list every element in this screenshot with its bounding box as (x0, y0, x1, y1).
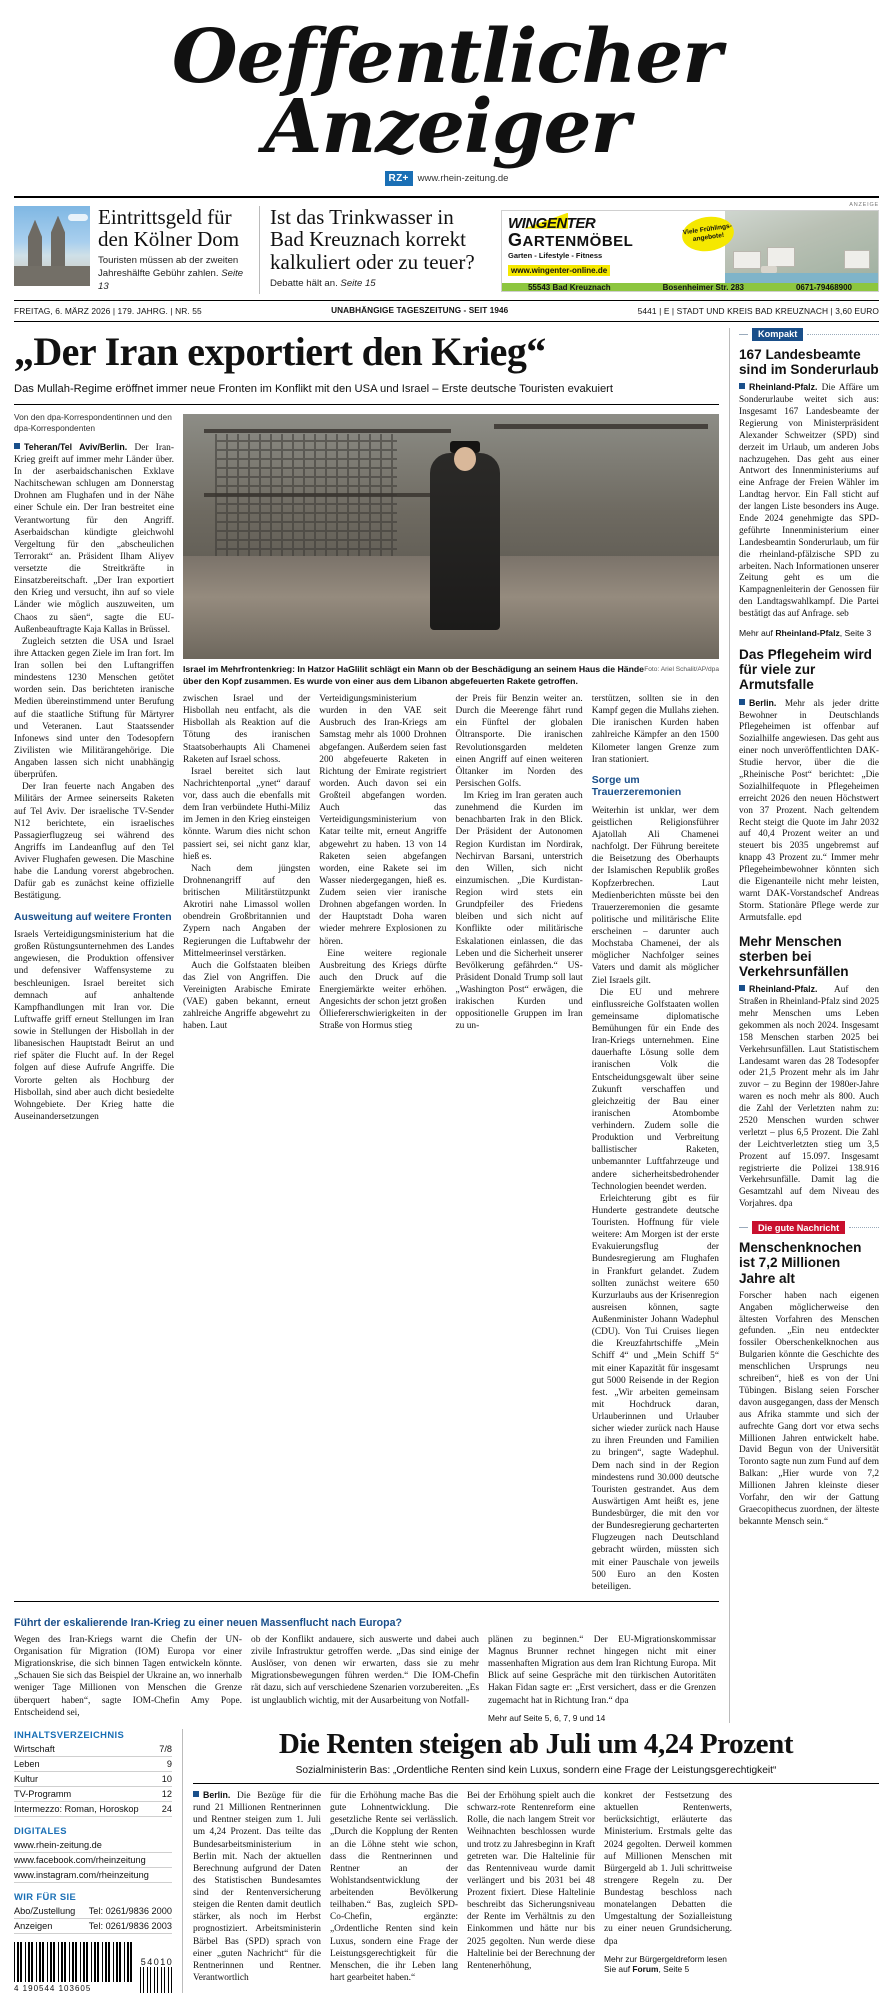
lead-paragraph: Weiterhin ist unklar, wer dem geistlichen Religionsführer Ajatollah Ali Chamenei nachfolgt. Der Führung bereitete die Beisetzung des Oberhaupts der Islamischen Republik großes Kopfzerbrechen. Laut Medienberichten müsste bei den Trauerzeremonien die gesamte politische und militärische Elite erscheinen – darunter auch Mochstaba Chamenei, der als möglicher Nachfolger seines Vaters und damit als möglicher Ziel Israels gilt. (591, 805, 719, 986)
rail-body-text: Auf den Straßen in Rheinland-Pfalz sind 2025 mehr Menschen ums Leben gekommen als noch 2024. Insgesamt 158 Menschen starben 2025 bei Verkehrsunfällen. Laut Statistischem Landesamt waren das 28 Todesopfer oder 21,5 Prozent mehr als im Jahr zuvor – zu Beginn der 1980er-Jahre waren es noch mehr als 800. Auch die Zahl der Verletzten nahm zu: 2520 Menschen wurden schwer verletzt – plus 6,5 Prozent. Die Zahl der Leichtverletzten stieg um 3,5 Prozent auf 15.097. Insgesamt registrierte die Polizei 138.916 Verkehrsunfälle. Damit lag die Gesamtzahl auf dem Niveau des Vorjahres. dpa (739, 985, 879, 1210)
barcode-side-image (140, 1967, 174, 1993)
dateline-square-icon (739, 383, 745, 389)
lead-paragraph: der Preis für Benzin weiter an. Durch die Meerenge fährt rund ein Fünftel der globalen Öltransporte. Die iranischen Revolutionsgarden meldeten einen Angriff auf einen weiteren Öltanker im Norden des Persischen Golfs. (455, 694, 583, 789)
ad-contact-bar (502, 283, 878, 291)
rail-place: Rheinland-Pfalz. (749, 382, 818, 393)
rail-item-verkehrsunfaelle[interactable] (739, 934, 879, 1212)
main-content (14, 322, 879, 1723)
rail-item-pflegeheim[interactable] (739, 647, 879, 925)
teaser-headline: Eintrittsgeld für den Kölner Dom (98, 204, 240, 252)
dateline-left: FREITAG, 6. MÄRZ 2026 | 179. JAHRG. | NR. 55 (14, 305, 202, 316)
index-box (14, 1729, 182, 1993)
rail-headline: 167 Landesbeamte sind im Sonderurlaub (739, 346, 879, 377)
ad-brand-initial: G (508, 229, 523, 250)
pension-paragraph: Bei der Erhöhung spielt auch die schwarz-rote Rentenreform eine Rolle, die nach langem Streit vor Weihnachten beschlossen wurde und trotz zu Jahresbeginn in Kraft getreten war. Die Haltelinie für das Rentenniveau wurde damit verlängert und bis 2031 bei 48 Prozent fixiert. Diese Haltelinie beschreibt das Sicherungsniveau der Rente im Verhältnis zu den Einkommen und hätte nur bis 2025 gegolten. Nun werde diese Haltelinie bei der Berechnung der Rentenerhöhung, (467, 1791, 595, 1971)
rail-more-link[interactable] (739, 628, 879, 638)
dateline-square-icon (14, 443, 20, 449)
masthead (14, 0, 879, 186)
index-rows (14, 1742, 172, 1817)
advertisement-slot[interactable] (493, 201, 879, 294)
ad-tagline: Garten - Lifestyle - Fitness (508, 251, 603, 261)
rail-body-text: Die Affäre um Sonderurlaube weitet sich aus: Insgesamt 167 Landesbeamte der Regierung von Ministerpräsident Alexander Schweitzer (SPD) sind derzeit im Urlaub, um anderen Jobs nachzugehen. Das geht aus einer Antwort des Innenministeriums auf eine Anfrage der Freien Wähler im Landtag hervor. Ein Fall sticht auf der langen Liste besonders ins Auge. Ende 2024 genehmigte das SPD-geführte Innenministerium einer Landesbeamtin Sonderurlaub, um für die rheinland-pfälzische SPD zu arbeiten. Nach Informationen unserer Zeitung geht es um die Kampagnenleiterin der Genossen für den Landtagswahlkampf. Die Partei bestätigt das auf Anfrage. seb (739, 383, 879, 620)
section-subheading: Ausweitung auf weitere Fronten (14, 911, 172, 923)
lead-paragraph: Zugleich setzten die USA und Israel ihre Attacken gegen Ziele im Iran fort. Im Iran sollen bei den Luftangriffen mindestens 1230 Menschen getötet worden sein. Das berichteten iranische Medien übereinstimmend unter Berufung auf die staatliche Stiftung für Märtyrer und Veteranen. Laut Staatssender Infonews sind unter den Todesopfern Zivilisten wie Militärangehörige. Die Angaben lassen sich nicht unabhängig überprüfen. (14, 636, 174, 781)
pension-divider (193, 1783, 879, 1784)
rail-headline: Das Pflegeheim wird für viele zur Armutsfalle (739, 647, 872, 693)
index-row[interactable] (14, 1742, 172, 1757)
pension-story (182, 1729, 879, 1993)
pension-column-3 (467, 1790, 595, 1984)
photo-caption (183, 664, 719, 687)
index-row[interactable] (14, 1772, 172, 1787)
index-row[interactable] (14, 1787, 172, 1802)
rail-item-sonderurlaub[interactable] (739, 347, 879, 638)
rail-headline: Mehr Menschen sterben bei Verkehrsunfällen (739, 933, 849, 980)
ad-product-photo (725, 211, 878, 284)
ad-label: ANZEIGE (849, 201, 879, 208)
lead-subcolumns (183, 693, 719, 1593)
ad-offer-bubble: Viele Frühlings-angebote! (680, 213, 736, 254)
cologne-cathedral-image (14, 206, 90, 286)
page-title: „Der Iran exportiert den Krieg“ (14, 328, 546, 374)
lead-divider (14, 404, 719, 405)
pension-more-section: Forum (632, 1963, 659, 1974)
ad-city: 55543 Bad Kreuznach (527, 283, 611, 292)
masthead-url[interactable]: www.rhein-zeitung.de (417, 172, 509, 184)
index-label: Wirtschaft (14, 1743, 55, 1754)
rail-more-prefix: Mehr auf (739, 628, 776, 638)
section-subheading: Sorge um Trauerzeremonien (591, 774, 682, 799)
index-label: Leben (14, 1758, 40, 1769)
index-label: TV-Programm (14, 1788, 72, 1799)
cross-column-2 (251, 1634, 479, 1723)
lead-paragraph: Der Iran feuerte nach Angaben des Militärs der Armee seinerseits Raketen auf Tel Aviv. Der israelische TV-Sender N12 berichtete, ein israelisches Passagierflugzeug sei während des Angriffs im Landeanflug auf den Tel Aviver Flughafen gewesen. Die Maschine habe die Landung vorerst abgebrochen. Dafür gab es zunächst keine offizielle Bestätigung. (14, 782, 174, 902)
teaser-subline-text: Debatte hält an. (270, 277, 338, 289)
lead-column-2 (183, 693, 310, 1593)
teaser-subline (98, 255, 249, 294)
pension-columns (193, 1790, 879, 1984)
lead-paragraph: Eine weitere regionale Ausbreitung des Kriegs dürfte auch den Druck auf die Energiemärkte weiter erhöhen. Angesichts der schon jetzt großen Ölliefererschwierigkeiten in der Straße von Hormus stieg (319, 948, 447, 1032)
rail-item-menschenknochen[interactable] (739, 1240, 879, 1528)
cross-paragraph: Wegen des Iran-Kriegs warnt die Chefin der UN-Organisation für Migration (IOM) Europa vor einer Migrationskrise, die sich binnen Tagen entwickeln könnte. „Schauen Sie sich das Beispiel der Ukraine an, wo innerhalb weniger Tage Millionen von Menschen die Grenze überquert haben“, sagte IOM-Chefin Amy Pope. Entscheidend sei, (14, 1634, 242, 1718)
index-label: Kultur (14, 1773, 39, 1784)
service-value: Tel: 0261/9836 2000 (88, 1905, 172, 1916)
digital-link[interactable]: www.instagram.com/rheinzeitung (14, 1868, 172, 1883)
pension-more-suffix: , Seite 5 (658, 1963, 690, 1974)
teaser-cologne-cathedral[interactable] (14, 206, 259, 294)
dateline-slogan: UNABHÄNGIGE TAGESZEITUNG - SEIT 1946 (331, 306, 509, 316)
service-row[interactable] (14, 1904, 172, 1919)
ad-brand-name: WINGENTER (508, 214, 596, 232)
cross-column-3 (488, 1634, 716, 1723)
service-row[interactable] (14, 1919, 172, 1934)
cross-story-headline: Führt der eskalierende Iran-Krieg zu einer neuen Massenflucht nach Europa? (14, 1616, 402, 1629)
cross-story (14, 1601, 719, 1723)
lead-column-1 (14, 412, 174, 1593)
pension-headline: Die Renten steigen ab Juli um 4,24 Prozent (278, 1727, 794, 1760)
ad-street: Bosenheimer Str. 283 (662, 283, 744, 292)
rail-body-text: Mehr als jeder dritte Bewohner in Deutschlands Pflegeheimen ist offenbar auf Sozialhilfe angewiesen. Das geht aus einer noch unveröffentlichten DAK-Studie hervor, über die die „Rheinische Post“ berichtet: „Die Sozialhilfequote in Pflegeheimen erreicht 2026 den neuen Höchstwert von 37 Prozent. Nach geltendem Recht steigt die Quote im Jahr 2032 auf 40,4 Prozent weiter an und steuert bis 2035 ungebremst auf knapp 43 Prozent zu.“ Immer mehr Pflegeheimbewohner könnten sich die Eigenanteile nicht mehr leisten, warnt DAK-Vorstandschef Andreas Storm. Stationäre Pflege werde zur Armutsfalle. epd (739, 698, 880, 923)
index-page: 24 (161, 1803, 172, 1814)
teaser-headline: Ist das Trinkwasser in Bad Kreuznach korrekt kalkuliert oder zu teuer? (270, 204, 475, 274)
bottom-section (14, 1723, 879, 1993)
index-page: 9 (166, 1758, 172, 1769)
service-label: Abo/Zustellung (14, 1905, 76, 1916)
masthead-subline (14, 171, 879, 186)
cross-story-columns (14, 1634, 719, 1723)
pension-column-4 (604, 1790, 732, 1984)
index-row[interactable] (14, 1802, 172, 1817)
rail-body (739, 382, 879, 621)
lead-paragraph: Erleichterung gibt es für Hunderte gestrandete deutsche Touristen. Hoffnung für viele weitere: Am Morgen ist der erste Evakuierungsflug der Bundesregierung am Flughafen in Frankfurt gelandet. Zudem sollten zunächst weitere 650 Kurzurlaubs aus der Krisenregion ausreisen können, sagte Außenminister Johann Wadephul (CDU). Von Tui Cruises liegen die Kreuzfahrtschiffe „Mein Schiff 4“ und „Mein Schiff 5“ mit einer Kapazität für insgesamt gut 5000 Reisende in der Region fest. „Wir arbeiten gemeinsam mit Hochdruck daran, Urlauberinnen und Urlauber sicher wieder zurück nach Hause zu ihren Freunden und Familien zu bringen“, sagte Wadephul. Dem nach sind in der Region mindestens rund 30.000 deutsche Touristen gestrandet. Aus dem Auswärtigen Amt heißt es, jene Bundesbürger, die mit den vor der Bundesregierung gecharterten Flugzeugen nach Deutschland gebracht würden, müssten sich mit einer Pauschale von jeweils 500 Euro an den Kosten beteiligen. (591, 1193, 719, 1592)
lead-paragraph: Die EU und mehrere einflussreiche Golfstaaten wollen gemeinsame diplomatische Bemühungen für ein Ende des Iran-Kriegs unternehmen. Eine dauerhafte Lösung solle dem iranischen Volk die Entscheidungsgewalt über seine Zukunft verschaffen und gleichzeitig der Bau einer iranischen Atombombe verhindern. Zudem solle die Produktion und Verbreitung ballistischer Raketen, unbemannter Luftfahrzeuge und andere sicherheitsbedrohender Technologien beendet werden. (591, 987, 719, 1192)
story-place: Teheran/Tel Aviv/Berlin. (24, 441, 128, 452)
pension-column-2 (330, 1790, 458, 1984)
dateline-square-icon (193, 1791, 199, 1797)
barcode-area (14, 1942, 172, 1993)
dateline-square-icon (739, 699, 745, 705)
cross-paragraph: ob der Konflikt andauere, sich auswerte und dabei auch zivile Infrastruktur getroffen werde. „Das sind einige der Auslöser, von denen wir erwarten, dass sie zu mehr Migrationsbewegungen führen werden.“ Die IOM-Chefin rät dazu, sich auf verschiedene Szenarien vorzubereiten. „Es ist unglaublich wichtig, mit der Ausarbeitung von Notfall- (251, 1634, 479, 1706)
service-label: Anzeigen (14, 1920, 53, 1931)
ad-phone[interactable]: 0671-79468900 (795, 283, 853, 292)
lead-paragraph: Nach dem jüngsten Drohnenangriff auf den britischen Militärstützpunkt Akrotiri nahe Limassol wollen obendrein Großbritannien und Zypern nach Angaben der Regierungen die Luftabwehr der Mittelmeerinsel verstärken. (183, 863, 311, 959)
ad-body (502, 211, 878, 284)
rail-place: Berlin. (749, 697, 777, 708)
lead-column-4 (456, 693, 583, 1593)
lead-subheadline: Das Mullah-Regime eröffnet immer neue Fronten im Konflikt mit den USA und Israel – Erste deutsche Touristen evakuiert (14, 382, 614, 395)
lead-paragraph: Israel bereitet sich laut Nachrichtenportal „ynet“ darauf vor, dass auch die ebenfalls mit dem Iran verbündete Huthi-Miliz im Jemen in den Krieg einsteigen könnte. Warum dies nicht schon passiert sei, sei nicht ganz klar, hieß es. (183, 766, 311, 862)
teaser-subline-text: Touristen müssen ab der zweiten Jahreshälfte Gebühr zahlen. (98, 254, 239, 279)
pension-more-link[interactable] (604, 1954, 732, 1974)
rail-body (739, 698, 879, 925)
photo-credit: Foto: Ariel Schalit/AP/dpa (644, 666, 719, 674)
rail-place: Rheinland-Pfalz. (749, 984, 818, 995)
dateline-bar (14, 301, 879, 321)
photo-caption-text: Israel im Mehrfrontenkrieg: In Hatzor HaGlilit schlägt ein Mann ob der Beschädigung an seinem Haus die Hände über den Kopf zusammen. Es wurde von einer aus dem Libanon abgefeuerten Rakete getroffen. (183, 664, 645, 686)
lead-paragraph: terstützen, sollten sie in den Kampf gegen die Mullahs ziehen. Die iranischen Kurden haben zahlreiche Kämpfer an den 1500 Kilometer langen Grenze zum Iran stationiert. (591, 694, 719, 765)
lead-column-3 (319, 693, 446, 1593)
lead-paragraph: Verteidigungsministerium wurden in den VAE seit Ausbruch des Iran-Kriegs am Samstag mehr als 1000 Drohnen abgefangen. Außerdem seien fast 200 abgefeuerte Raketen in Richtung der Emirate registriert worden. Auch davon sei ein Großteil abgefangen worden. Auch das Verteidigungsministerium von Katar teilte mit, erneut Angriffe abgewehrt zu haben. 13 von 14 Raketen seien abgefangen worden, eine Rakete sei im Wasser niedergegangen, hieß es. Zudem seien vier iranische Drohnen abgefangen worden. In der Hauptstadt Doha waren wieder mehrere Explosionen zu hören. (319, 694, 447, 947)
rail-headline: Menschenknochen ist 7,2 Millionen Jahre alt (739, 1240, 862, 1286)
lead-photo-and-columns (183, 412, 719, 1593)
index-page: 12 (161, 1788, 172, 1799)
photo-subject-man (430, 453, 500, 629)
index-row[interactable] (14, 1757, 172, 1772)
lead-paragraph (14, 442, 174, 636)
rail-more-section: Rheinland-Pfalz (775, 628, 840, 638)
lead-story (14, 328, 729, 1723)
barcode-side-number: 54010 (140, 1956, 174, 1967)
service-value: Tel: 0261/9836 2003 (88, 1920, 172, 1931)
cross-paragraph: plänen zu beginnen.“ Der EU-Migrationskommissar Magnus Brunner rechnet hingegen nicht mit einer massenhaften Migration aus dem Iran Richtung Europa. Mit Blick auf seine Gespräche mit den türkischen Autoritäten Hakan Fidan sagte er: „Erst versichert, dass er die Grenzen zugemacht hat in Richtung Iran.“ dpa (488, 1634, 716, 1706)
service-title: WIR FÜR SIE (14, 1890, 77, 1902)
lead-paragraph: Israels Verteidigungsministerium hat die großen Rüstungsunternehmen des Landes angewiesen, die Produktion offensiver und defensiver Waffensysteme zu beschleunigen. Israel bereitet sich demnach auf anhaltende Kampfhandlungen mit Iran vor. Die Luftwaffe griff erneut Stellungen im Iran sowie in Stellungen der Hisbollah in der libanesischen Hauptstadt Beirut an und rief später die Flucht auf. In der Regel folgen auf diese Aufrufe Angriffe. Die Vororte gelten als Hochburg der Hisbollah, sind aber auch dicht besiedelte Wohngebiete. Der Krieg hatte die Auseinandersetzungen (14, 930, 174, 1122)
rail-body: Forscher haben nach eigenen Angaben möglicherweise den ältesten Vorfahren des Menschen gefunden. „Ein neu entdeckter fossiler Oberschenkelknochen aus Bulgarien könnte die Geschichte des menschlichen Ursprungs neu schreiben“, hieß es von der Uni Tübingen. Bislang seien Forscher davon ausgegangen, dass der Mensch aus Afrika stammte und sich der aufrechte Gang dort vor etwa sechs Millionen Jahren entwickelt habe. David Begun von der Universität Toronto sagte nun zum Fund auf dem Balkan: „Hier wurde von 7,2 Millionen Jahren kleinste dieser Vorfahr, den wir der Gattung Graecopithecus zuordnen, der älteste bekannte Mensch sein.“ (739, 1290, 879, 1527)
lead-columns (14, 412, 719, 1593)
pension-paragraph (193, 1790, 321, 1984)
cross-story-more-link[interactable]: Mehr auf Seite 5, 6, 7, 9 und 14 (488, 1712, 606, 1723)
kompakt-sidebar (729, 328, 879, 1723)
lead-paragraph: zwischen Israel und der Hisbollah neu entfacht, als die Hisbollah als Reaktion auf die Tötung des iranischen Staatsoberhaupts Ali Chamenei Raketen auf Israel schoss. (183, 694, 311, 765)
lead-paragraph: Auch die Golfstaaten bleiben das Ziel von Angriffen. Die Vereinigten Arabische Emirate (VAE) gaben bekannt, erneut zahlreiche Angriffe abgewehrt zu haben. Laut (183, 960, 311, 1032)
pension-more-prefix: Mehr zur Bürgergeldreform lesen Sie auf (604, 1953, 727, 1974)
index-page: 7/8 (159, 1743, 172, 1754)
kompakt-badge: Kompakt (752, 328, 803, 341)
barcode-main-image (14, 1942, 132, 1982)
ad-website-link[interactable]: www.wingenter-online.de (508, 265, 610, 276)
byline: Von den dpa-Korrespondentinnen und den dpa-Korrespondenten (14, 412, 172, 434)
digital-title: DIGITALES (14, 1824, 67, 1836)
pension-paragraph: für die Erhöhung mache Bas die gute Lohnentwicklung. Die gesetzliche Rente sei verlässlich. „Durch die Kopplung der Renten an die Löhne steht wie schon, dass die Rentnerinnen und Rentner an der Wohlstandsentwicklung der arbeitenden Bevölkerung teilhaben.“ Bas, zugleich SPD-Co-Chefin, ergänzte: „Ordentliche Renten sind kein Luxus, sondern eine Frage der Leistungsgerechtigkeit für die Menschen, die ihr Leben lang hart gearbeitet haben.“ (330, 1791, 458, 1983)
digital-link[interactable]: www.facebook.com/rheinzeitung (14, 1853, 172, 1868)
rail-more-suffix: , Seite 3 (839, 628, 872, 638)
teaser-drinking-water[interactable] (259, 206, 493, 294)
dateline-square-icon (739, 985, 745, 991)
wingenter-ad[interactable] (501, 210, 879, 292)
pension-subheadline: Sozialministerin Bas: „Ordentliche Renten sind kein Luxus, sondern eine Frage der Leistungsgerechtigkeit“ (295, 1765, 777, 1777)
pension-column-1 (193, 1790, 321, 1984)
ad-brand-rest: ARTENMÖBEL (522, 232, 634, 250)
index-label: Intermezzo: Roman, Horoskop (14, 1803, 139, 1814)
lead-paragraph: Im Krieg im Iran geraten auch zunehmend die Kurden im benachbarten Irak in den Blick. Der Präsident der Autonomen Region Kurdistan im Nordirak, Nechirvan Barsani, unterstrich den Willen, sich nicht einzumischen. „Die Kurdistan-Region wird stets ein Grundpfeiler des Friedens bleiben und sich nicht auf Konflikte oder militärische Eskalationen einlassen, die das Leben und die Sicherheit unserer Bevölkerung gefährden.“ US-Präsident Donald Trump soll laut „Washington Post“ erwägen, die irakischen Kurden und oppositionelle Gruppen im Iran zu un- (455, 791, 583, 1032)
dateline-right: 5441 | E | STADT UND KREIS BAD KREUZNACH | 3,60 EURO (637, 305, 879, 316)
barcode-main-number: 4 190544 103605 (14, 1983, 92, 1993)
gute-nachricht-badge: Die gute Nachricht (752, 1221, 845, 1234)
cross-column-1 (14, 1634, 242, 1723)
masthead-title: Oeffentlicher Anzeiger (171, 14, 722, 171)
digital-link[interactable]: www.rhein-zeitung.de (14, 1838, 172, 1853)
lead-photo-wrap (183, 414, 719, 687)
story-place: Berlin. (203, 1790, 231, 1801)
teaser-row (14, 198, 879, 300)
index-title: INHALTSVERZEICHNIS (14, 1728, 125, 1740)
kompakt-badge-row (739, 328, 879, 341)
teaser-page-ref[interactable]: Seite 15 (340, 277, 376, 289)
gute-nachricht-badge-row (739, 1221, 879, 1234)
pension-paragraph: konkret der Festsetzung des aktuellen Rentenwerts, berücksichtigt, erläuterte das Ministerium. Erstmals gelte das 2024 gegolten. Derweil kommen auf Millionen Menschen mit Bürgergeld ab 1. Juli schrittweise strengere Regeln zu. Der Bundestag beschloss nach monatelangen Debatten die Umgestaltung der Sozialleistung zu einer neuen Grundsicherung. dpa (604, 1791, 732, 1947)
rail-body (739, 984, 879, 1211)
teaser-subline (270, 278, 483, 291)
lead-paragraph-text: Der Iran-Krieg greift auf immer mehr Länder über. In der aserbaidschanischen Exklave Nachitschewan schlugen am Donnerstag Drohnen am Flughafen und in der Nähe einer Schule ein. Der Iran bestreitet eine Verantwortung für den Angriff. Aserbaidschan kündigte gleichwohl Vergeltung für den „abscheulichen Terrorakt“ an. Präsident Ilham Aliyev versetzte die Streitkräfte in Einsatzbereitschaft. „Der Iran exportiert den Krieg und versucht, ihn auf so viele Länder wie möglich auszuweiten, um Chaos zu säen“, sagte die EU-Außenbeauftragte Kaja Kallas in Brüssel. (14, 442, 174, 635)
lead-column-5 (592, 693, 719, 1593)
teaser-page-ref[interactable]: Seite 13 (98, 267, 244, 292)
index-page: 10 (161, 1773, 172, 1784)
lead-photo (183, 414, 719, 659)
pension-paragraph-text: Die Bezüge für die rund 21 Millionen Rentnerinnen und Rentner steigen zum 1. Juli um 4,24 Prozent. Das teilte das Bundesarbeitsministerium in Berlin mit. Nach der aktuellen Berechnung aufgrund der Daten des Statistischen Bundesamtes sind der Rentenversicherung steigen die Renten damit deutlich stärker, als noch im Herbst prognostiziert. Arbeitsministerin Bärbel Bas (SPD) sprach von einer „guten Nachricht“ für die Rentnerinnen und Rentner. Verantwortlich (193, 1791, 321, 1983)
rz-plus-badge[interactable]: RZ+ (385, 171, 413, 186)
